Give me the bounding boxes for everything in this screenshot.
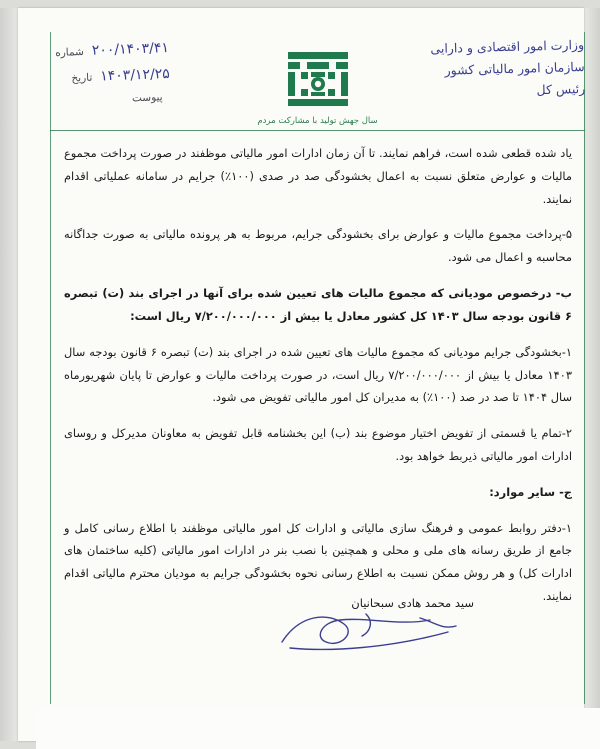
reference-row-date	[56, 62, 171, 92]
letter-sheet	[18, 8, 584, 741]
organization-line-1: وزارت امور اقتصادی و دارایی	[430, 36, 585, 57]
paragraph-b-1: ۱-بخشودگی جرایم مودیانی که مجموع مالیات های تعیین شده در اجرای بند (ت) تبصره ۶ قانون بودجه سال ۱۴۰۳ معادل یا بیش از ۷/۲۰۰/۰۰۰/۰۰۰ ریال است، در صورت پرداخت مالیات و عوارض تا پایان شهریورماه سال ۱۴۰۴ تا صد در صد (۱۰۰٪) به مدیران کل امور مالیاتی تفویض می شود.	[64, 344, 573, 405]
page-edge-right	[584, 0, 600, 749]
letter-body	[64, 142, 572, 621]
reference-number-value: ۲۰۰/۱۴۰۳/۴۱	[91, 40, 170, 59]
page-edge-top	[0, 0, 600, 8]
section-b-heading: ب- درخصوص مودیانی که مجموع مالیات های تعیین شده برای آنها در اجرای بند (ت) تبصره ۶ قانون بودجه سال ۱۴۰۳ کل کشور معادل یا بیش از ۷/۲۰۰/۰۰۰/۰۰۰ ریال است:	[64, 286, 572, 323]
border-line-left	[50, 32, 51, 704]
reference-row-attachment	[57, 88, 171, 111]
iranian-national-tax-administration-logo	[287, 50, 349, 108]
page-footer-blank	[36, 708, 600, 749]
organization-line-2: سازمان امور مالیاتی کشور	[444, 58, 586, 78]
reference-row-number	[55, 36, 170, 66]
paragraph-continuation: یاد شده قطعی شده است، فراهم نمایند. تا آن زمان ادارات امور مالیاتی موظفند در صورت پرداخت مجموع مالیات و عوارض متعلق نسبت به اعمال بخشودگی صد در صدی (۱۰۰٪) جرایم در سامانه عملیاتی اقدام نمایند.	[64, 146, 573, 206]
reference-attachment-label: پیوست	[131, 91, 163, 105]
reference-date-label: تاریخ	[71, 71, 93, 85]
reference-date-value: ۱۴۰۳/۱۲/۲۵	[99, 65, 171, 85]
handwritten-signature	[270, 608, 480, 660]
paragraph-c-1: ۱-دفتر روابط عمومی و فرهنگ سازی مالیاتی و ادارات کل امور مالیاتی موظفند با اطلاع رسانی کامل و جامع از طریق رسانه های ملی و محلی و همچنین با نصب بنر در ادارات امور مالیاتی (کلیه ساختمان های ادارات کل) و هر روش ممکن نسبت به اطلاع رسانی نحوه بخشودگی جرایم به مودیان محترم مالیاتی اقدام نمایند.	[64, 520, 572, 603]
organization-line-3: رئیس کل	[536, 80, 586, 98]
paragraph-item-5: ۵-پرداخت مجموع مالیات و عوارض برای بخشودگی جرایم، مربوط به هر پرونده مالیاتی به صورت جداگانه محاسبه و اعمال می شود.	[64, 227, 572, 265]
paragraph-b-2: ۲-تمام یا قسمتی از تفویض اختیار موضوع بند (ب) این بخشنامه قابل تفویض به معاونان مدیرکل و روسای ادارات امور مالیاتی ذیربط خواهد بود.	[64, 426, 572, 463]
organization-block	[431, 34, 586, 104]
reference-fields	[55, 36, 171, 111]
signatory-name: سید محمد هادی سبحانیان	[351, 596, 474, 610]
border-line-right	[584, 32, 585, 704]
reference-number-label: شماره	[55, 46, 85, 59]
page-edge-left	[0, 0, 18, 749]
letterhead	[50, 34, 585, 129]
header-divider	[50, 130, 585, 131]
section-c-heading: ج- سایر موارد:	[489, 484, 572, 499]
year-slogan: سال جهش تولید با مشارکت مردم	[257, 116, 378, 126]
